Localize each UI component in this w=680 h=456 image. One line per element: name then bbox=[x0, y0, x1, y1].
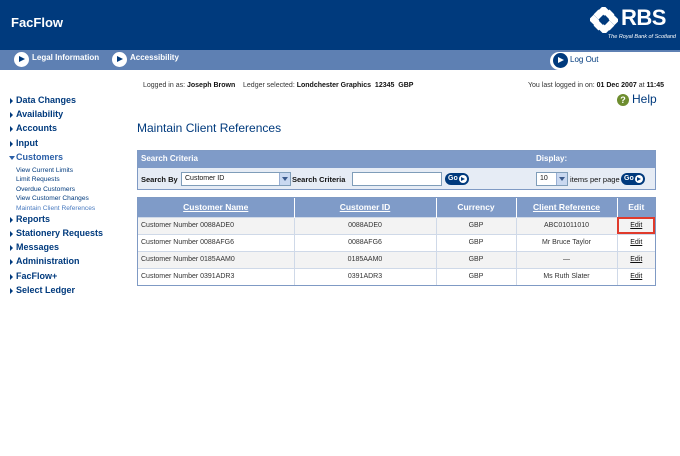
sidebar-item-reports[interactable]: Reports bbox=[10, 214, 130, 228]
display-label: Display: bbox=[536, 154, 568, 163]
search-criteria-input[interactable] bbox=[352, 172, 442, 186]
sidebar-item-messages[interactable]: Messages bbox=[10, 242, 130, 256]
cell-currency: GBP bbox=[436, 234, 516, 251]
cell-customer-name: Customer Number 0088AFG6 bbox=[138, 234, 294, 251]
cell-customer-id: 0185AAM0 bbox=[294, 251, 436, 268]
arrow-right-icon bbox=[14, 52, 29, 67]
sidebar-item-availability[interactable]: Availability bbox=[10, 109, 130, 123]
sidebar-item-accounts[interactable]: Accounts bbox=[10, 123, 130, 137]
logout-label: Log Out bbox=[570, 55, 599, 64]
submenu-view-current-limits[interactable]: View Current Limits bbox=[16, 166, 74, 174]
app-title: FacFlow bbox=[11, 15, 64, 30]
rbs-daisy-icon bbox=[590, 7, 618, 33]
submenu-overdue-customers[interactable]: Overdue Customers bbox=[16, 185, 75, 193]
chevron-down-icon bbox=[556, 173, 567, 185]
table-row bbox=[138, 268, 655, 285]
search-criteria-title: Search Criteria bbox=[141, 154, 198, 163]
brand-tagline: The Royal Bank of Scotland bbox=[607, 34, 676, 40]
cell-customer-name: Customer Number 0391ADR3 bbox=[138, 268, 294, 285]
cell-currency: GBP bbox=[436, 268, 516, 285]
help-label: Help bbox=[632, 92, 657, 106]
submenu-maintain-client-references[interactable]: Maintain Client References bbox=[16, 204, 96, 212]
header-bar bbox=[0, 0, 680, 50]
search-by-label: Search By bbox=[141, 175, 178, 184]
ledger-value: Londchester Graphics 12345 GBP bbox=[296, 82, 414, 89]
search-criteria-label: Search Criteria bbox=[292, 175, 346, 184]
search-by-select[interactable] bbox=[181, 172, 291, 186]
sidebar-item-facflow-plus[interactable]: FacFlow+ bbox=[10, 271, 130, 285]
sidebar-item-stationery-requests[interactable]: Stationery Requests bbox=[10, 228, 130, 242]
sidebar-item-select-ledger[interactable]: Select Ledger bbox=[10, 285, 130, 299]
rbs-logo bbox=[590, 6, 676, 46]
sidebar-item-input[interactable]: Input bbox=[10, 138, 130, 152]
search-go-button[interactable] bbox=[445, 173, 469, 185]
logout-button[interactable] bbox=[550, 52, 680, 70]
brand-name: RBS bbox=[621, 5, 666, 30]
search-by-value: Customer ID bbox=[185, 175, 225, 182]
search-go-label: Go bbox=[448, 175, 458, 182]
edit-link[interactable]: Edit bbox=[617, 251, 655, 268]
edit-link[interactable]: Edit bbox=[617, 217, 655, 234]
arrow-right-icon bbox=[112, 52, 127, 67]
cell-customer-id: 0088AFG6 bbox=[294, 234, 436, 251]
column-header-customer-id[interactable]: Customer ID bbox=[294, 198, 436, 217]
display-go-button[interactable] bbox=[621, 173, 645, 185]
cell-client-reference: Mr Bruce Taylor bbox=[516, 234, 617, 251]
page-title: Maintain Client References bbox=[137, 121, 282, 135]
help-icon: ? bbox=[617, 94, 629, 106]
arrow-right-icon bbox=[553, 53, 568, 68]
ledger-label: Ledger selected: bbox=[243, 82, 295, 89]
cell-currency: GBP bbox=[436, 251, 516, 268]
cell-client-reference: ABC01011010 bbox=[516, 217, 617, 234]
sidebar-item-customers[interactable]: Customers bbox=[10, 152, 130, 166]
edit-link[interactable]: Edit bbox=[617, 268, 655, 285]
table-row bbox=[138, 251, 655, 268]
table-header-row bbox=[138, 198, 655, 217]
display-go-label: Go bbox=[624, 175, 634, 182]
items-per-page-label: items per page bbox=[570, 175, 620, 184]
cell-customer-id: 0391ADR3 bbox=[294, 268, 436, 285]
user-name: Joseph Brown bbox=[187, 82, 236, 89]
legal-information-link[interactable]: Legal Information bbox=[32, 53, 100, 62]
table-row bbox=[138, 234, 655, 251]
cell-customer-name: Customer Number 0185AAM0 bbox=[138, 251, 294, 268]
last-login-at: at bbox=[638, 82, 645, 89]
sidebar-item-data-changes[interactable]: Data Changes bbox=[10, 95, 130, 109]
column-header-client-reference[interactable]: Client Reference bbox=[516, 198, 617, 217]
submenu-limit-requests[interactable]: Limit Requests bbox=[16, 176, 60, 184]
accessibility-link[interactable]: Accessibility bbox=[130, 53, 179, 62]
last-login-info bbox=[528, 82, 664, 89]
client-references-table bbox=[137, 197, 656, 286]
cell-customer-id: 0088ADE0 bbox=[294, 217, 436, 234]
column-header-currency: Currency bbox=[436, 198, 516, 217]
last-login-date: 01 Dec 2007 bbox=[596, 82, 637, 89]
cell-customer-name: Customer Number 0088ADE0 bbox=[138, 217, 294, 234]
search-criteria-header bbox=[138, 151, 655, 168]
chevron-down-icon bbox=[279, 173, 290, 185]
session-info bbox=[143, 82, 413, 89]
items-per-page-select[interactable] bbox=[536, 172, 568, 186]
logged-in-label: Logged in as: bbox=[143, 82, 186, 89]
sidebar-menu bbox=[10, 95, 130, 299]
cell-client-reference: — bbox=[516, 251, 617, 268]
edit-link[interactable]: Edit bbox=[617, 234, 655, 251]
search-criteria-panel bbox=[137, 150, 656, 190]
last-login-time: 11:45 bbox=[646, 82, 665, 89]
column-header-customer-name[interactable]: Customer Name bbox=[138, 198, 294, 217]
last-login-label: You last logged in on: bbox=[528, 82, 595, 89]
cell-client-reference: Ms Ruth Slater bbox=[516, 268, 617, 285]
sidebar-item-administration[interactable]: Administration bbox=[10, 256, 130, 270]
column-header-edit: Edit bbox=[617, 198, 655, 217]
cell-currency: GBP bbox=[436, 217, 516, 234]
table-row bbox=[138, 217, 655, 234]
items-per-page-value: 10 bbox=[540, 175, 548, 182]
customers-submenu bbox=[10, 166, 130, 213]
submenu-view-customer-changes[interactable]: View Customer Changes bbox=[16, 195, 89, 203]
